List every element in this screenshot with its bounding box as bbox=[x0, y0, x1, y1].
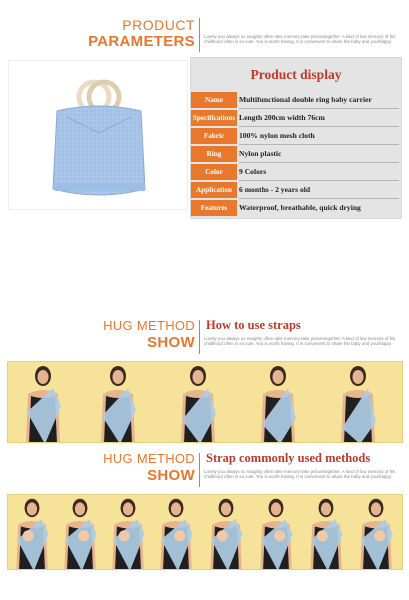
spec-row-ring bbox=[191, 146, 403, 163]
carry-figure bbox=[112, 499, 144, 570]
spec-label: Application bbox=[191, 182, 237, 198]
spec-label: Fabric bbox=[191, 128, 237, 144]
hug-method-title: How to use straps bbox=[206, 318, 301, 332]
spec-divider bbox=[239, 108, 399, 109]
spec-divider bbox=[239, 198, 399, 199]
spec-divider bbox=[239, 144, 399, 145]
spec-divider bbox=[239, 126, 399, 127]
spec-row-color bbox=[191, 164, 403, 181]
carry-methods-illustration bbox=[8, 495, 403, 570]
parameters-description: Lovely you always so naughty often take memory take picturetogether. A kind of low memory of his childhood often is so cute. You is worth having. It is convenient to share the baby and yourhappy. bbox=[204, 34, 396, 45]
spec-row-application bbox=[191, 182, 403, 199]
hug-method-description: Lovely you always so naughty often take memory take picturetogether. A kind of low memory of his childhood often is so cute. You is worth having. It is convenient to share the baby and yourhappy. bbox=[204, 469, 396, 480]
hug-method-line2: SHOW bbox=[147, 334, 195, 351]
spec-label: Ring bbox=[191, 146, 237, 162]
spec-value: Multifunctional double ring baby carrier bbox=[239, 95, 372, 104]
spec-divider bbox=[239, 162, 399, 163]
spec-value: 100% nylon mesh cloth bbox=[239, 131, 315, 140]
spec-row-specifications bbox=[191, 110, 403, 127]
parameters-header-line2: PARAMETERS bbox=[88, 33, 195, 50]
carry-figure bbox=[160, 499, 192, 570]
carry-methods-photo-strip bbox=[7, 494, 403, 570]
spec-label: Features bbox=[191, 200, 237, 216]
spec-value: 9 Colors bbox=[239, 167, 267, 176]
spec-divider bbox=[239, 180, 399, 181]
spec-value: Waterproof, breathable, quick drying bbox=[239, 203, 361, 212]
step-figure bbox=[101, 366, 136, 443]
product-display-title: Product display bbox=[250, 67, 342, 82]
how-to-use-steps-illustration bbox=[8, 362, 403, 443]
spec-row-fabric bbox=[191, 128, 403, 145]
step-figure bbox=[181, 366, 216, 443]
product-image bbox=[8, 60, 188, 210]
spec-value: Nylon plastic bbox=[239, 149, 282, 158]
carry-figure bbox=[310, 499, 342, 570]
step-figure bbox=[341, 366, 376, 443]
carry-figure bbox=[64, 499, 96, 570]
spec-value: Length 200cm width 76cm bbox=[239, 113, 325, 122]
hug-method-line2: SHOW bbox=[147, 467, 195, 484]
hug-method-line1: HUG METHOD bbox=[103, 318, 195, 333]
spec-row-features bbox=[191, 200, 403, 217]
carry-figure bbox=[360, 499, 392, 570]
header-divider bbox=[199, 18, 200, 52]
step-figure bbox=[261, 366, 296, 443]
ring-sling-bag-illustration bbox=[9, 61, 188, 210]
header-divider bbox=[199, 453, 200, 487]
hug-method-header-1 bbox=[0, 318, 409, 358]
parameters-header-line1: PRODUCT bbox=[122, 17, 195, 33]
step-figure bbox=[26, 366, 61, 443]
spec-row-name bbox=[191, 92, 403, 109]
spec-label: Specifications bbox=[191, 110, 237, 126]
parameters-header bbox=[0, 14, 409, 54]
header-divider bbox=[199, 320, 200, 354]
hug-method-header-2 bbox=[0, 451, 409, 491]
how-to-use-photo-strip bbox=[7, 361, 403, 443]
spec-label: Name bbox=[191, 92, 237, 108]
hug-method-title: Strap commonly used methods bbox=[206, 451, 371, 465]
product-display-card bbox=[190, 57, 402, 219]
carry-figure bbox=[260, 499, 292, 570]
spec-label: Color bbox=[191, 164, 237, 180]
hug-method-line1: HUG METHOD bbox=[103, 451, 195, 466]
carry-figure bbox=[16, 499, 48, 570]
hug-method-description: Lovely you always so naughty often take memory take picturetogether. A kind of low memory of his childhood often is so cute. You is worth having. It is convenient to share the baby and yourhappy. bbox=[204, 336, 396, 347]
carry-figure bbox=[210, 499, 242, 570]
spec-value: 6 months - 2 years old bbox=[239, 185, 311, 194]
